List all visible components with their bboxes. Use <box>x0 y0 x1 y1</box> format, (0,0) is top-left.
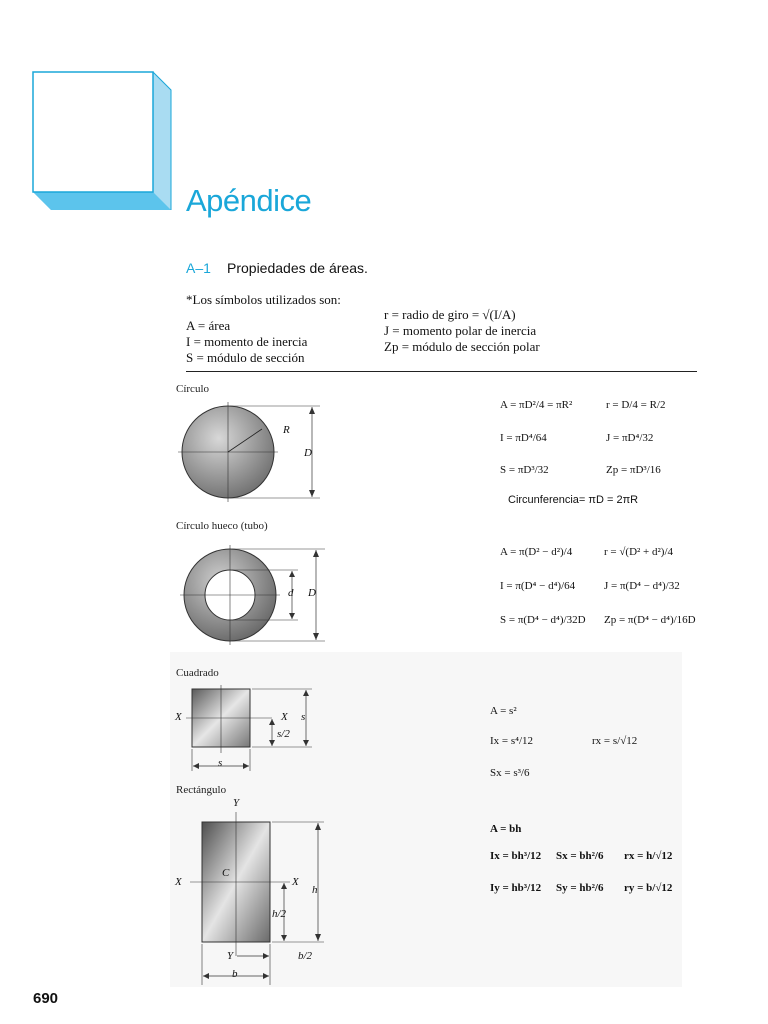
square-formula-inertia: Ix = s⁴/12 <box>490 735 534 747</box>
appendix-cube-graphic <box>30 70 175 212</box>
rect-dim-y-bottom: Y <box>227 950 234 962</box>
shape-label-circle: Círculo <box>176 383 209 395</box>
circle-formula-area: A = πD²/4 = πR² <box>500 399 573 411</box>
square-formula-radius: rx = s/√12 <box>592 735 638 747</box>
rect-dim-b-half: b/2 <box>298 950 313 962</box>
circle-formula-inertia: I = πD⁴/64 <box>500 432 547 444</box>
circle-formula-radius: r = D/4 = R/2 <box>606 399 666 411</box>
circle-formula-circumference: Circunferencia= πD = 2πR <box>508 494 639 506</box>
symbol-area: A = área <box>186 318 231 333</box>
rect-dim-x-right: X <box>292 876 299 888</box>
rect-dim-x-left: X <box>175 876 182 888</box>
rect-formula-rx: rx = h/√12 <box>624 850 673 862</box>
page-number: 690 <box>33 990 59 1007</box>
rect-dim-h-half: h/2 <box>272 908 287 920</box>
square-formula-section: Sx = s³/6 <box>490 767 530 779</box>
section-title: Propiedades de áreas. <box>227 260 368 276</box>
rect-dim-c: C <box>222 867 230 879</box>
square-figure <box>172 683 322 773</box>
rect-formula-ix: Ix = bh³/12 <box>490 850 542 862</box>
symbol-inertia: I = momento de inercia <box>186 334 308 349</box>
square-dim-x-left: X <box>175 711 182 723</box>
circle-formula-section: S = πD³/32 <box>500 464 549 476</box>
square-dim-s-bottom: s <box>218 757 223 769</box>
circle-formula-polar: J = πD⁴/32 <box>606 432 654 444</box>
hollow-circle-figure <box>170 540 330 650</box>
hollow-formula-polar: J = π(D⁴ − d⁴)/32 <box>604 580 680 592</box>
circle-dim-D: D <box>304 447 312 459</box>
rect-formula-iy: Iy = hb³/12 <box>490 882 542 894</box>
hollow-dim-D: D <box>308 587 316 599</box>
symbols-intro: *Los símbolos utilizados son: <box>186 292 341 307</box>
circle-formula-polar-section: Zp = πD³/16 <box>606 464 661 476</box>
hollow-formula-polar-section: Zp = π(D⁴ − d⁴)/16D <box>604 614 696 626</box>
hollow-formula-inertia: I = π(D⁴ − d⁴)/64 <box>500 580 576 592</box>
rect-dim-h: h <box>312 884 318 896</box>
rect-formula-ry: ry = b/√12 <box>624 882 673 894</box>
hollow-dim-d: d <box>288 587 294 599</box>
symbol-polar-moment: J = momento polar de inercia <box>384 323 537 338</box>
shape-label-hollow-circle: Círculo hueco (tubo) <box>176 520 268 532</box>
rect-dim-y-top: Y <box>233 797 240 809</box>
symbol-polar-section-modulus: Zp = módulo de sección polar <box>384 339 540 354</box>
rect-formula-area: A = bh <box>490 823 522 835</box>
rect-formula-sx: Sx = bh²/6 <box>556 850 604 862</box>
hollow-formula-area: A = π(D² − d²)/4 <box>500 546 573 558</box>
square-formula-area: A = s² <box>490 705 517 717</box>
shape-label-rectangle: Rectángulo <box>176 784 227 796</box>
square-dim-x-right: X <box>281 711 288 723</box>
rectangle-figure <box>172 810 332 990</box>
rect-formula-sy: Sy = hb²/6 <box>556 882 604 894</box>
symbols-right <box>384 307 540 355</box>
symbol-radius-gyration: r = radio de giro = √(I/A) <box>384 307 516 322</box>
square-dim-s-half: s/2 <box>277 728 290 740</box>
square-dim-s: s <box>301 711 306 723</box>
symbols-left <box>186 318 307 366</box>
divider-rule <box>186 371 697 372</box>
rect-dim-b: b <box>232 968 238 980</box>
symbol-section-modulus: S = módulo de sección <box>186 350 305 365</box>
page-title: Apéndice <box>186 183 312 218</box>
hollow-formula-radius: r = √(D² + d²)/4 <box>604 546 674 558</box>
shape-label-square: Cuadrado <box>176 667 219 679</box>
hollow-formula-section: S = π(D⁴ − d⁴)/32D <box>500 614 586 626</box>
circle-dim-R: R <box>283 424 290 436</box>
section-number: A–1 <box>186 260 211 276</box>
